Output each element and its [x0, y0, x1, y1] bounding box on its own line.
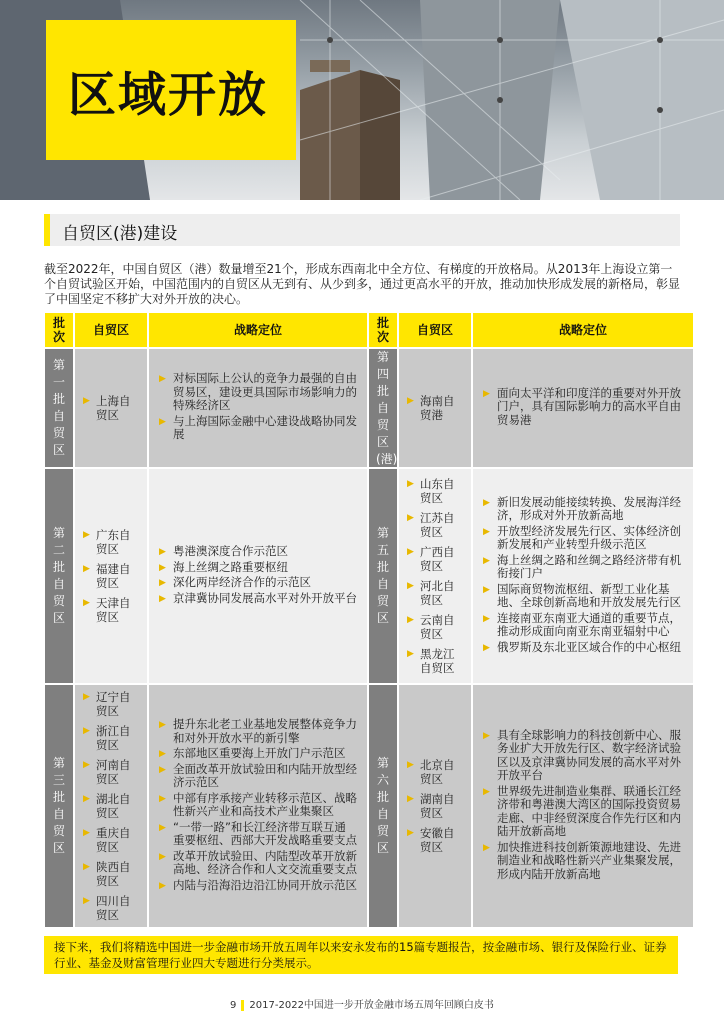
bullet-triangle-icon: ▶ [159, 593, 166, 604]
table-header-strategy [148, 312, 368, 348]
batch-cell [44, 468, 74, 684]
bullet-triangle-icon: ▶ [159, 851, 166, 862]
zone-list [407, 758, 465, 854]
bullet-triangle-icon: ▶ [83, 828, 90, 838]
strategy-text: 世界级先进制造业集群、联通长江经济带和粤港澳大湾区的国际投资贸易走廊、中非经贸深度合作先行区和内陆开放新高地 [497, 783, 681, 839]
strategy-text: 全面改革开放试验田和内陆开放型经济示范区 [173, 761, 357, 789]
header-label: 战略定位 [558, 323, 607, 337]
zone-name: 江苏自贸区 [420, 511, 455, 539]
strategy-list [159, 718, 357, 894]
strategy-list [159, 545, 357, 607]
strategy-text: 中部有序承接产业转移示范区、战略性新兴产业和高技术产业集聚区 [173, 790, 357, 818]
batch-cell [368, 684, 398, 928]
zone-item [407, 613, 465, 641]
strategy-list [483, 387, 683, 430]
zone-name: 安徽自贸区 [420, 826, 455, 854]
zone-name: 浙江自贸区 [96, 724, 131, 752]
strategy-item [159, 372, 357, 413]
strategy-item [483, 583, 683, 610]
strategy-item [159, 561, 357, 575]
zone-name: 黑龙江自贸区 [420, 647, 455, 675]
bullet-triangle-icon: ▶ [83, 692, 90, 702]
bullet-triangle-icon: ▶ [159, 562, 166, 573]
zone-item [407, 647, 465, 675]
strategy-text: 与上海国际金融中心建设战略协同发展 [173, 413, 357, 442]
title-block [46, 20, 296, 160]
zone-name: 天津自贸区 [96, 596, 131, 624]
batch-cell [368, 468, 398, 684]
bullet-triangle-icon: ▶ [483, 613, 490, 624]
strategy-cell [148, 684, 368, 928]
zone-item [83, 792, 141, 820]
zone-list [407, 477, 465, 675]
strategy-item [159, 576, 357, 590]
strategy-item [483, 496, 683, 523]
batch-cell [368, 348, 398, 468]
strategy-list [483, 496, 683, 657]
bullet-triangle-icon: ▶ [483, 555, 490, 566]
zone-cell [74, 684, 148, 928]
bullet-triangle-icon: ▶ [407, 396, 414, 406]
zone-item [83, 596, 141, 624]
zone-name: 广东自贸区 [96, 528, 131, 556]
bullet-triangle-icon: ▶ [483, 730, 490, 741]
strategy-item [483, 729, 683, 783]
batch-label: 第三批自贸区 [52, 756, 65, 855]
zone-item [83, 826, 141, 854]
page-footer [0, 996, 724, 1011]
strategy-item [159, 879, 357, 893]
zone-name: 河北自贸区 [420, 579, 455, 607]
strategy-text: 加快推进科技创新策源地建设、先进制造业和战略性新兴产业集聚发展，形成内陆开放新高地 [497, 839, 681, 881]
bullet-triangle-icon: ▶ [483, 786, 490, 797]
hero-banner [0, 0, 724, 200]
zone-item [407, 394, 465, 422]
bullet-triangle-icon: ▶ [83, 760, 90, 770]
bullet-triangle-icon: ▶ [159, 547, 166, 557]
strategy-item [159, 545, 357, 559]
strategy-text: 具有全球影响力的科技创新中心、服务业扩大开放先行区、数字经济试验区以及京津冀协同发展的高水平对外开放平台 [497, 727, 681, 783]
strategy-list [159, 372, 357, 444]
header-label: 自贸区 [416, 323, 453, 337]
bullet-triangle-icon: ▶ [159, 793, 166, 804]
strategy-text: 开放型经济发展先行区、实体经济创新发展和产业转型升级示范区 [497, 523, 681, 552]
bullet-triangle-icon: ▶ [83, 896, 90, 906]
zone-item [407, 579, 465, 607]
page-title: 区域开放 [68, 67, 269, 123]
strategy-text: 国际商贸物流枢纽、新型工业化基地、全球创新高地和开放发展先行区 [497, 581, 681, 610]
bullet-triangle-icon: ▶ [483, 497, 490, 508]
zone-name: 辽宁自贸区 [96, 690, 131, 718]
bullet-triangle-icon: ▶ [483, 388, 490, 399]
zone-name: 福建自贸区 [96, 562, 131, 590]
bullet-triangle-icon: ▶ [159, 822, 166, 833]
strategy-cell [472, 468, 694, 684]
bullet-triangle-icon: ▶ [83, 396, 90, 406]
zone-cell [74, 348, 148, 468]
strategy-item [483, 554, 683, 581]
table-header-zone [74, 312, 148, 348]
bullet-triangle-icon: ▶ [159, 720, 166, 730]
zone-item [83, 758, 141, 786]
bullet-triangle-icon: ▶ [407, 828, 414, 838]
strategy-text: 连接南亚东南亚大通道的重要节点，推动形成面向南亚东南亚辐射中心 [497, 610, 681, 639]
strategy-text: 改革开放试验田、内陆型改革开放新高地、经济合作和人文交流重要支点 [173, 848, 357, 876]
bullet-triangle-icon: ▶ [83, 530, 90, 540]
strategy-list [483, 729, 683, 884]
zone-name: 湖南自贸区 [420, 792, 455, 820]
strategy-item [159, 792, 357, 819]
table-header-batch [368, 312, 398, 348]
strategy-item [159, 718, 357, 745]
strategy-item [159, 850, 357, 877]
strategy-text: 海上丝绸之路和丝绸之路经济带有机衔接门户 [497, 552, 681, 581]
publication-title: 2017-2022中国进一步开放金融市场五周年回顾白皮书 [249, 1000, 494, 1011]
batch-label: 第一批自贸区 [52, 358, 65, 457]
bullet-triangle-icon: ▶ [407, 615, 414, 625]
strategy-cell [472, 684, 694, 928]
strategy-text: 俄罗斯及东北亚区域合作的中心枢纽 [497, 639, 681, 654]
strategy-text: 面向太平洋和印度洋的重要对外开放门户，具有国际影响力的高水平自由贸易港 [497, 385, 681, 427]
zone-item [83, 690, 141, 718]
strategy-text: 提升东北老工业基地发展整体竞争力和对外开放水平的新引擎 [173, 717, 357, 745]
zone-cell [398, 468, 472, 684]
zone-name: 云南自贸区 [420, 613, 455, 641]
page-number: 9 [230, 1000, 237, 1011]
strategy-item [159, 592, 357, 606]
zone-list [407, 394, 465, 422]
bullet-triangle-icon: ▶ [159, 764, 166, 775]
section-header [44, 214, 680, 246]
zone-item [407, 511, 465, 539]
strategy-text: 海上丝绸之路重要枢纽 [173, 559, 288, 574]
header-label: 批次 [376, 316, 389, 344]
strategy-item [159, 763, 357, 790]
section-title: 自贸区(港)建设 [62, 224, 178, 244]
zone-cell [398, 348, 472, 468]
zone-item [407, 758, 465, 786]
bullet-triangle-icon: ▶ [483, 526, 490, 537]
zone-cell [398, 684, 472, 928]
zone-item [407, 545, 465, 573]
batch-cell [44, 684, 74, 928]
batch-label: 第五批自贸区 [376, 526, 389, 625]
bullet-triangle-icon: ▶ [159, 880, 166, 891]
batch-label: 第六批自贸区 [376, 756, 389, 855]
bullet-triangle-icon: ▶ [407, 581, 414, 591]
footer-note: 接下来，我们将精选中国进一步金融市场开放五周年以来安永发布的15篇专题报告，按金融市场、银行及保险行业、证券行业、基金及财富管理行业四大专题进行分类展示。 [44, 936, 678, 974]
zone-item [83, 394, 141, 422]
strategy-text: 京津冀协同发展高水平对外开放平台 [173, 590, 357, 605]
zone-name: 上海自贸区 [96, 394, 131, 422]
table-header-batch [44, 312, 74, 348]
zone-item [407, 826, 465, 854]
zone-item [83, 860, 141, 888]
strategy-item [483, 841, 683, 882]
bullet-triangle-icon: ▶ [159, 578, 166, 588]
batch-label: 第二批自贸区 [52, 526, 65, 625]
strategy-cell [472, 348, 694, 468]
bullet-triangle-icon: ▶ [83, 862, 90, 872]
zone-list [83, 394, 141, 422]
zone-name: 海南自贸港 [420, 394, 455, 422]
bullet-triangle-icon: ▶ [83, 794, 90, 804]
intro-paragraph: 截至2022年，中国自贸区（港）数量增至21个，形成东西南北中全方位、有梯度的开放格局。从2013年上海设立第一个自贸试验区开始，中国范围内的自贸区从无到有、从少到多，通过更高水平的开放，推动加快形成发展的新格局，彰显了中国坚定不移扩大对外开放的决心。 [44, 262, 681, 306]
zone-item [83, 724, 141, 752]
bullet-triangle-icon: ▶ [83, 564, 90, 574]
zone-item [407, 477, 465, 505]
zone-list [83, 528, 141, 624]
strategy-text: “一带一路”和长江经济带互联互通重要枢纽、西部大开发战略重要支点 [173, 819, 357, 847]
strategy-item [483, 641, 683, 655]
bullet-triangle-icon: ▶ [407, 513, 414, 523]
zone-item [407, 792, 465, 820]
section-accent [44, 214, 50, 246]
zone-name: 山东自贸区 [420, 477, 455, 505]
strategy-item [159, 747, 357, 761]
bullet-triangle-icon: ▶ [407, 547, 414, 557]
bullet-triangle-icon: ▶ [483, 642, 490, 653]
strategy-item [483, 525, 683, 552]
bullet-triangle-icon: ▶ [407, 649, 414, 659]
bullet-triangle-icon: ▶ [407, 760, 414, 770]
bullet-triangle-icon: ▶ [407, 794, 414, 804]
bullet-triangle-icon: ▶ [483, 842, 490, 853]
zone-name: 北京自贸区 [420, 758, 455, 786]
strategy-text: 粤港澳深度合作示范区 [173, 544, 288, 558]
zone-name: 陕西自贸区 [96, 860, 131, 888]
strategy-item [483, 785, 683, 839]
zone-list [83, 690, 141, 922]
bullet-triangle-icon: ▶ [407, 479, 414, 489]
bullet-triangle-icon: ▶ [159, 416, 166, 427]
table-header-strategy [472, 312, 694, 348]
zone-item [83, 528, 141, 556]
batch-cell [44, 348, 74, 468]
zone-item [83, 894, 141, 922]
zone-name: 湖北自贸区 [96, 792, 131, 820]
zone-name: 重庆自贸区 [96, 826, 131, 854]
zone-cell [74, 468, 148, 684]
strategy-text: 内陆与沿海沿边沿江协同开放示范区 [173, 877, 357, 892]
bullet-triangle-icon: ▶ [159, 749, 166, 759]
zone-item [83, 562, 141, 590]
strategy-item [483, 387, 683, 428]
header-label: 战略定位 [233, 323, 282, 337]
strategy-text: 深化两岸经济合作的示范区 [173, 575, 311, 589]
table-header-zone [398, 312, 472, 348]
bullet-triangle-icon: ▶ [483, 584, 490, 595]
strategy-cell [148, 468, 368, 684]
zone-name: 河南自贸区 [96, 758, 131, 786]
header-label: 批次 [52, 316, 65, 344]
strategy-item [159, 415, 357, 442]
zone-name: 四川自贸区 [96, 894, 131, 922]
header-label: 自贸区 [92, 323, 129, 337]
strategy-text: 东部地区重要海上开放门户示范区 [173, 746, 346, 760]
batch-label: 第四批自贸区(港) [376, 349, 398, 466]
footer-divider [241, 1000, 244, 1011]
bullet-triangle-icon: ▶ [83, 726, 90, 736]
strategy-text: 新旧发展动能接续转换、发展海洋经济，形成对外开放新高地 [497, 494, 681, 523]
bullet-triangle-icon: ▶ [83, 598, 90, 608]
strategy-item [159, 821, 357, 848]
zone-name: 广西自贸区 [420, 545, 455, 573]
strategy-cell [148, 348, 368, 468]
bullet-triangle-icon: ▶ [159, 374, 166, 385]
strategy-text: 对标国际上公认的竞争力最强的自由贸易区，建设更具国际市场影响力的特殊经济区 [173, 371, 357, 413]
strategy-item [483, 612, 683, 639]
free-trade-zone-table [44, 312, 681, 928]
